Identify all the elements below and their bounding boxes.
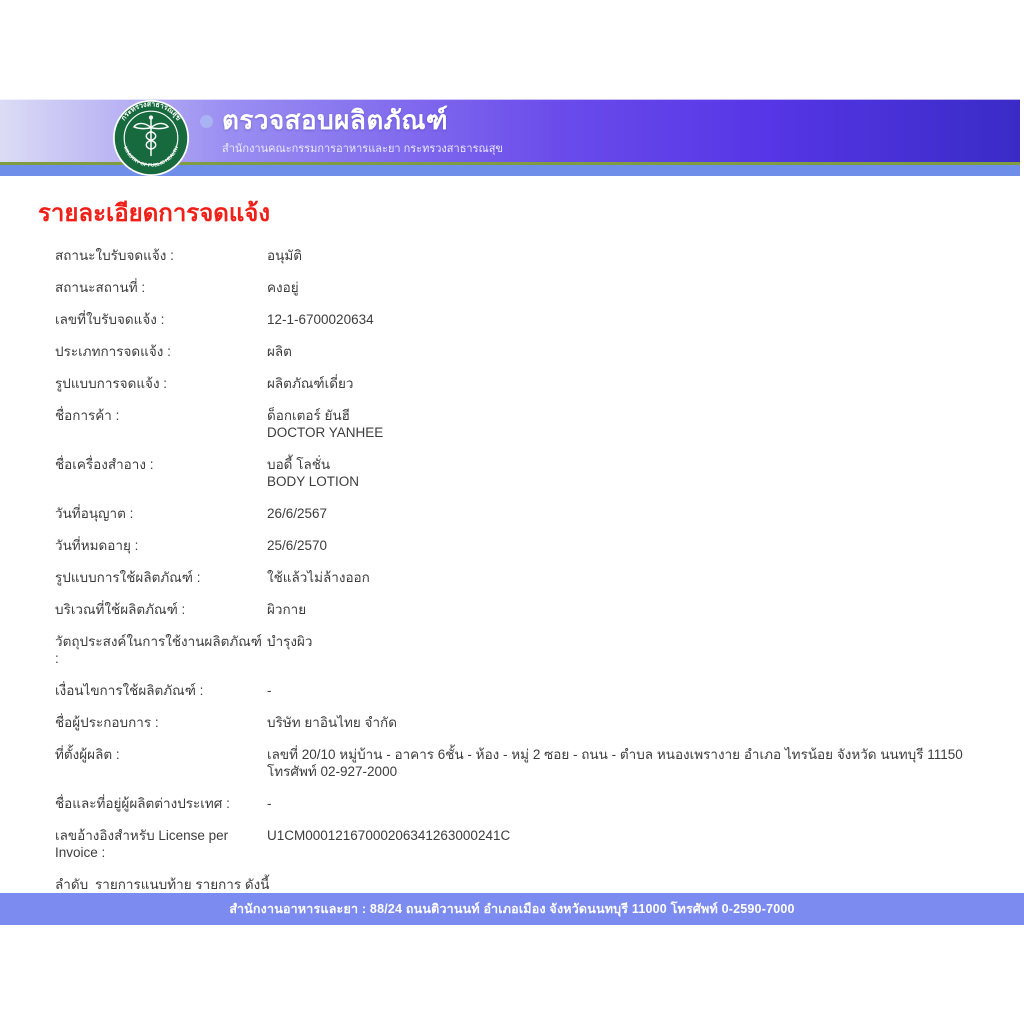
detail-label: ชื่อผู้ประกอบการ : [55, 714, 159, 730]
detail-value [267, 456, 1024, 490]
detail-row [0, 407, 1024, 441]
detail-value-line: ใช้แล้วไม่ล้างออก [267, 569, 370, 585]
detail-value-line: บริษัท ยาอินไทย จำกัด [267, 714, 397, 730]
detail-value [267, 375, 1024, 392]
detail-label: ชื่อการค้า : [55, 407, 120, 423]
detail-value [267, 247, 1024, 264]
ministry-of-public-health-seal-icon [112, 99, 190, 177]
detail-value-line: ผิวกาย [267, 601, 307, 617]
svg-text:กระทรวงสาธารณสุข: กระทรวงสาธารณสุข [120, 101, 182, 123]
detail-value [267, 682, 1024, 699]
detail-label: ชื่อและที่อยู่ผู้ผลิตต่างประเทศ : [55, 795, 230, 811]
header-title-group [200, 106, 503, 157]
detail-value-line: 26/6/2567 [267, 505, 328, 521]
detail-value-line: คงอยู่ [267, 279, 299, 295]
detail-row [0, 746, 1024, 780]
detail-value-line: U1CM00012167000206341263000241C [267, 827, 511, 843]
attachment-items-label: รายการแนบท้าย รายการ ดังนี้ [95, 876, 270, 892]
detail-value-line: ผลิตภัณฑ์เดี่ยว [267, 375, 354, 391]
detail-value [267, 795, 1024, 812]
detail-row [0, 311, 1024, 328]
details-list [0, 247, 1024, 861]
detail-value-line: DOCTOR YANHEE [267, 424, 384, 440]
svg-text:MINISTRY OF PUBLIC HEALTH: MINISTRY OF PUBLIC HEALTH [121, 146, 181, 169]
detail-row [0, 795, 1024, 812]
detail-value-line: ผลิต [267, 343, 292, 359]
detail-value-line: อนุมัติ [267, 247, 303, 263]
site-subtitle: สำนักงานคณะกรรมการอาหารและยา กระทรวงสาธารณสุข [222, 142, 503, 155]
site-header [0, 99, 1020, 176]
attachment-order-label: ลำดับ [55, 876, 89, 892]
detail-label: วันที่หมดอายุ : [55, 537, 139, 553]
detail-label: ประเภทการจดแจ้ง : [55, 343, 171, 359]
detail-label: ชื่อเครื่องสำอาง : [55, 456, 154, 472]
detail-value [267, 311, 1024, 328]
detail-value [267, 279, 1024, 296]
detail-row [0, 569, 1024, 586]
detail-row [0, 456, 1024, 490]
detail-value-line: - [267, 682, 272, 698]
detail-row [0, 279, 1024, 296]
detail-row [0, 601, 1024, 618]
header-text-block [222, 106, 503, 157]
detail-row [0, 247, 1024, 264]
site-title: ตรวจสอบผลิตภัณฑ์ [222, 105, 449, 135]
detail-value-line: ด็อกเตอร์ ยันฮี [267, 407, 350, 423]
attachment-header-row [0, 876, 1024, 893]
detail-row [0, 505, 1024, 522]
detail-row [0, 633, 1024, 667]
detail-label: รูปแบบการจดแจ้ง : [55, 375, 168, 391]
detail-value-line: เลขที่ 20/10 หมู่บ้าน - อาคาร 6ชั้น - ห้อง - หมู่ 2 ซอย - ถนน - ตำบล หนองเพรางาย อำเภอ ไทรน้อย จังหวัด นนทบุรี 11150 โทรศัพท์ 02-927-2000 [267, 746, 963, 779]
detail-row [0, 682, 1024, 699]
detail-value [267, 746, 1024, 780]
detail-value [267, 714, 1024, 731]
detail-value-line: 25/6/2570 [267, 537, 328, 553]
detail-label: วันที่อนุญาต : [55, 505, 134, 521]
detail-value-line: 12-1-6700020634 [267, 311, 374, 327]
detail-value-line: - [267, 795, 272, 811]
detail-value-line: BODY LOTION [267, 473, 360, 489]
detail-row [0, 343, 1024, 360]
detail-row [0, 714, 1024, 731]
detail-label: รูปแบบการใช้ผลิตภัณฑ์ : [55, 569, 201, 585]
detail-label: บริเวณที่ใช้ผลิตภัณฑ์ : [55, 601, 186, 617]
detail-value [267, 601, 1024, 618]
detail-label: เลขอ้างอิงสำหรับ License per Invoice : [55, 827, 229, 860]
detail-row [0, 537, 1024, 554]
detail-row [0, 827, 1024, 861]
detail-value [267, 537, 1024, 554]
detail-value [267, 569, 1024, 586]
detail-value [267, 633, 1024, 650]
footer-address: สำนักงานอาหารและยา : 88/24 ถนนติวานนท์ อำเภอเมือง จังหวัดนนทบุรี 11000 โทรศัพท์ 0-2590-7000 [229, 902, 795, 916]
detail-label: สถานะใบรับจดแจ้ง : [55, 247, 174, 263]
detail-row [0, 375, 1024, 392]
detail-value [267, 827, 1024, 844]
detail-label: ที่ตั้งผู้ผลิต : [55, 746, 120, 762]
detail-label: เงื่อนไขการใช้ผลิตภัณฑ์ : [55, 682, 204, 698]
footer-bar [0, 893, 1024, 925]
header-band [0, 99, 1020, 169]
detail-value [267, 505, 1024, 522]
detail-value-line: บอดี้ โลชั่น [267, 456, 331, 472]
main-content [0, 200, 1024, 893]
detail-label: สถานะสถานที่ : [55, 279, 146, 295]
page-title: รายละเอียดการจดแจ้ง [38, 200, 271, 227]
detail-value [267, 407, 1024, 441]
detail-label: วัตถุประสงค์ในการใช้งานผลิตภัณฑ์ : [55, 633, 263, 666]
title-bullet-icon [200, 115, 213, 128]
detail-value-line: บำรุงผิว [267, 633, 313, 649]
detail-label: เลขที่ใบรับจดแจ้ง : [55, 311, 165, 327]
detail-value [267, 343, 1024, 360]
